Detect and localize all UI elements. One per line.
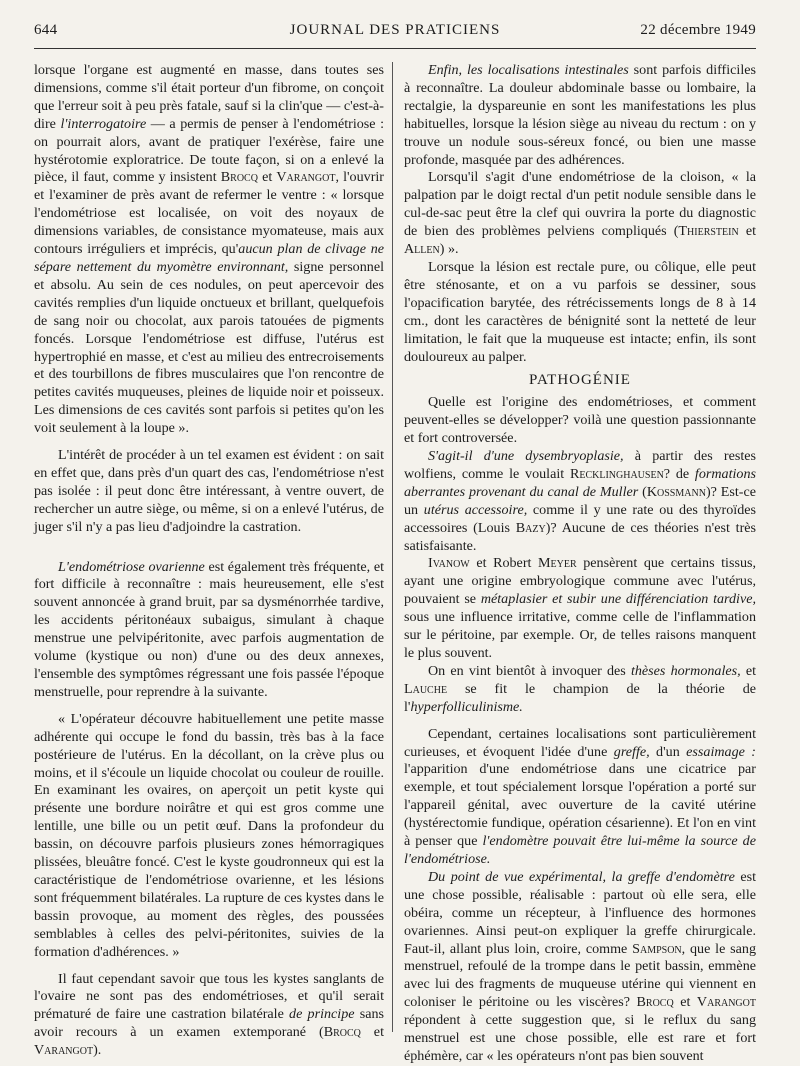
paragraph xyxy=(404,448,756,555)
text-run: ( xyxy=(638,483,647,500)
text-run: répondent à cette suggestion que, si le reflux du sang menstruel est une chose possible, elle est rare et fort éphémère, car « les opérateurs n'ont pas bien souvent xyxy=(404,1012,756,1064)
text-run: Lorsque la lésion est rectale pure, ou côlique, elle peut être sténosante, et on a vu parfois se dessiner, sous l'opacification barytée, des rétrécissements longs de 8 à 14 cm., dont les caractères de bénignité sont la netteté de leur limitation, le fait que la muqueuse est intacte; enfin, ils sont douloureux au palper. xyxy=(404,258,756,365)
text-run: ) ». xyxy=(439,241,459,258)
text-run: l'apparition d'une endométriose dans une cicatrice par exemple, et tout spécialement lorsque l'opération a porté sur l'appareil génital, avec ouverture de la cavité utérine (hystérectomie fundique, opération césarienne). Et l'on en vint à penser que xyxy=(404,761,756,850)
author-name: Varangot xyxy=(34,1042,94,1059)
author-name: Bazy xyxy=(515,519,546,536)
text-run: signe personnel et absolu. Au sein de ces nodules, on peut apercevoir des cavités remplies d'un liquide onctueux et brillant, quelquefois de sang noir ou chocolat, aux parois tatouées de pigments foncés. Lorsque l'endométriose est diffuse, l'utérus est hypertrophié en masse, et c'est au milieu des entrecroisements et des tourbillons de fibres musculaires que l'on rencontre de petites cavités muqueuses, pleines de liquide noir et poisseux. Les dimensions de ces cavités sont parfois si petites qu'on les voit seulement à la loupe ». xyxy=(34,258,384,437)
header-rule xyxy=(34,48,756,49)
italic-run: essaimage : xyxy=(686,743,756,760)
text-run: Il faut cependant savoir que tous les kystes sanglants de l'ovaire ne sont pas des endométrioses, et qu'il serait prématuré de faire une castration bilatérale xyxy=(34,970,384,1023)
paragraph xyxy=(34,62,384,438)
quotation xyxy=(34,711,384,962)
page-header xyxy=(34,22,756,48)
text-run: est également très fréquente, et fort difficile à reconnaître : mais heureusement, elle s'est souvent annoncée à grand bruit, par sa dysménorrhée tardive, les accidents péritonéaux subaigus, simulant à chaque menstrue une pelvipéritonite, avec parfois augmentation de volume (kystique ou non) d'une ou des deux annexes, l'ensemble des symptômes régressant une fois passée l'époque menstruelle, pour reprendre à la suivante. xyxy=(34,558,384,700)
text-run: sous une influence irritative, comme celle de l'inflammation sur le péritoine, par exemple. Or, de telles raisons manquent le plus souvent. xyxy=(404,609,756,661)
text-run: )? Est-ce un xyxy=(404,483,756,518)
page-number: 644 xyxy=(34,22,58,38)
author-name: Kossmann xyxy=(646,483,706,500)
text-run: et Robert xyxy=(469,555,539,572)
text-run: , l'ouvrir et l'examiner de près avant de refermer le ventre : « lorsque l'endométriose est localisée, on voit des noyaux de dimensions variables, de consistance myomateuse, mais aux contours irréguliers et imprécis, qu' xyxy=(34,169,384,258)
italic-run: aucun plan de clivage ne sépare nettement du myomètre environnant, xyxy=(34,241,385,275)
text-run: On en vint bientôt à invoquer des xyxy=(428,662,631,679)
text-run: et xyxy=(740,662,757,679)
text-run: et xyxy=(673,994,697,1011)
author-name: Brocq xyxy=(636,994,674,1011)
italic-run: hyperfolliculinisme. xyxy=(410,698,523,715)
italic-run: métaplasier et subir une différenciation tardive, xyxy=(480,591,756,608)
text-run: Cependant, certaines localisations sont particulièrement curieuses, et évoquent l'idée d'une xyxy=(404,725,756,760)
author-name: Varangot xyxy=(276,169,336,186)
paragraph xyxy=(404,726,756,869)
author-name: Varangot xyxy=(696,994,756,1011)
section-heading: PATHOGÉNIE xyxy=(529,372,631,389)
paragraph xyxy=(404,62,756,169)
text-run: se fit le champion de la théorie de l' xyxy=(404,680,756,715)
text-run: Quelle est l'origine des endométrioses, et comment peuvent-elles se développer? voilà une question passionnante et fort controversée. xyxy=(404,394,756,447)
italic-run: l'endomètre pouvait être lui-même la source de l'endométriose. xyxy=(404,833,756,867)
right-column xyxy=(404,62,757,1064)
journal-title: JOURNAL DES PRATICIENS xyxy=(289,22,501,38)
italic-run: L'endométriose ovarienne xyxy=(58,558,205,575)
paragraph xyxy=(404,663,756,717)
italic-run: greffe, xyxy=(613,743,650,760)
text-run: , que le sang menstruel, refoulé de la trompe dans le petit bassin, emmène avec lui des fragments de muqueuse utérine qui viennent en coloniser le péritoine ou les viscères? xyxy=(404,940,757,1011)
paragraph xyxy=(404,259,756,366)
italic-run: utérus accessoire, xyxy=(423,501,528,518)
text-run: lorsque l'organe est augmenté en masse, dans toutes ses dimensions, comme s'il était porteur d'un fibrome, on conçoit que l'erreur soit à peu près fatale, sauf si la clin'que — c'est-à-dire xyxy=(34,62,384,132)
italic-run: S'agit-il d'une dysembryoplasie, xyxy=(428,448,624,465)
left-column xyxy=(34,62,385,1059)
author-name: Lauche xyxy=(404,680,448,697)
column-divider xyxy=(392,62,393,1032)
author-name: Brocq xyxy=(323,1024,361,1041)
author-name: Ivanow xyxy=(428,555,470,572)
author-name: Brocq xyxy=(220,169,258,186)
text-run: pensèrent que certains tissus, ayant une origine embryologique commune avec l'utérus, pouvaient se xyxy=(404,555,757,608)
paragraph xyxy=(404,869,756,1066)
text-run: et xyxy=(738,223,756,240)
text-run: à partir des restes wolfiens, comme le voulait xyxy=(404,448,756,482)
text-run: et xyxy=(360,1024,384,1041)
author-name: Recklinghausen xyxy=(569,465,664,482)
text-run: ? de xyxy=(663,465,695,482)
text-run: L'intérêt de procéder à un tel examen est évident : on sait en effet que, dans près d'un quart des cas, l'endométriose n'est pas isolée : il peut donc être intéressant, à ventre ouvert, de rechercher un autre siège, ou même, si on a enlevé l'utérus, de juger s'il n'y a pas lieu d'adjoindre la castration. xyxy=(34,447,384,535)
paragraph xyxy=(34,971,384,1061)
italic-run: l'interrogatoire xyxy=(60,115,147,132)
paragraph xyxy=(404,555,756,662)
paragraph xyxy=(34,447,384,537)
italic-run: Du point de vue expérimental, la greffe d'endomètre xyxy=(428,868,735,885)
text-run: Lorsqu'il s'agit d'une endométriose de la cloison, « la palpation par le doigt rectal d'un petit nodule sensible dans le cul-de-sac peut être la clef qui ouvrira la porte du diagnostic de bien des problèmes pelviens compliqués ( xyxy=(404,169,756,240)
text-run: )? Aucune de ces théories n'est très satisfaisante. xyxy=(404,519,756,554)
author-name: Allen xyxy=(404,241,440,258)
text-run: sans avoir recours à un examen extemporané ( xyxy=(34,1006,384,1041)
paragraph xyxy=(404,394,756,448)
author-name: Meyer xyxy=(538,555,577,572)
italic-run: de principe xyxy=(289,1006,355,1023)
italic-run: formations aberrantes provenant du canal de Muller xyxy=(404,465,756,500)
text-run: comme il y une rate ou des thyroïdes accessoires (Louis xyxy=(404,501,756,536)
text-run: — a permis de penser à l'endométriose : on pourrait alors, avant de pratiquer l'exérèse, faire une hystérotomie exploratrice. De toute façon, si on a enlevé la pièce, il faut, comme y insistent xyxy=(34,115,384,186)
issue-date: 22 décembre 1949 xyxy=(640,22,756,38)
text-run: sont parfois difficiles à reconnaître. La douleur abdominale basse ou lombaire, la rectalgie, la dyspareunie en sont les manifestations les plus habituelles, lorsque la lésion siège au niveau du rectum : on y trouve un nodule sous-séreux foncé, ou bien une masse profonde, masquée par des adhérences. xyxy=(404,62,756,168)
text-run: d'un xyxy=(649,743,687,760)
text-run: ). xyxy=(93,1042,102,1059)
text-run: est une chose possible, réalisable : partout où elle sera, elle obéira, comme un récepteur, à l'influence des hormones ovariennes. Ainsi peut-on expliquer la greffe chirurgicale. Faut-il, allant plus loin, croire, comme xyxy=(404,868,756,957)
author-name: Thierstein xyxy=(678,223,739,240)
text-run: « L'opérateur découvre habituellement une petite masse adhérente qui occupe le fond du bassin, très bas à la face postérieure de l'utérus. En la décollant, on la crève plus ou moins, et il s'écoule un liquide chocolat ou couleur de rouille. En examinant les ovaires, on aperçoit un petit kyste qui présente une bordure noirâtre et qui est gros comme une lentille, une bille ou un petit œuf. Dans la profondeur du bassin, on découvre parfois plusieurs zones hémorragiques plissées, bleuâtre foncé. C'est le kyste goudronneux qui est la caractéristique de l'endométriose ovarienne, et les lésions sont fréquemment bilatérales. La rupture de ces kystes dans le bassin provoque, au moment des règles, des poussées semblables à celles des pelvi-péritonites, suivies de la formation d'adhérences. » xyxy=(34,710,384,960)
paragraph xyxy=(404,169,756,259)
author-name: Sampson xyxy=(632,940,682,957)
italic-run: Enfin, les localisations intestinales xyxy=(428,62,629,78)
paragraph xyxy=(34,559,384,702)
text-run: et xyxy=(257,169,277,186)
italic-run: thèses hormonales, xyxy=(630,662,741,679)
